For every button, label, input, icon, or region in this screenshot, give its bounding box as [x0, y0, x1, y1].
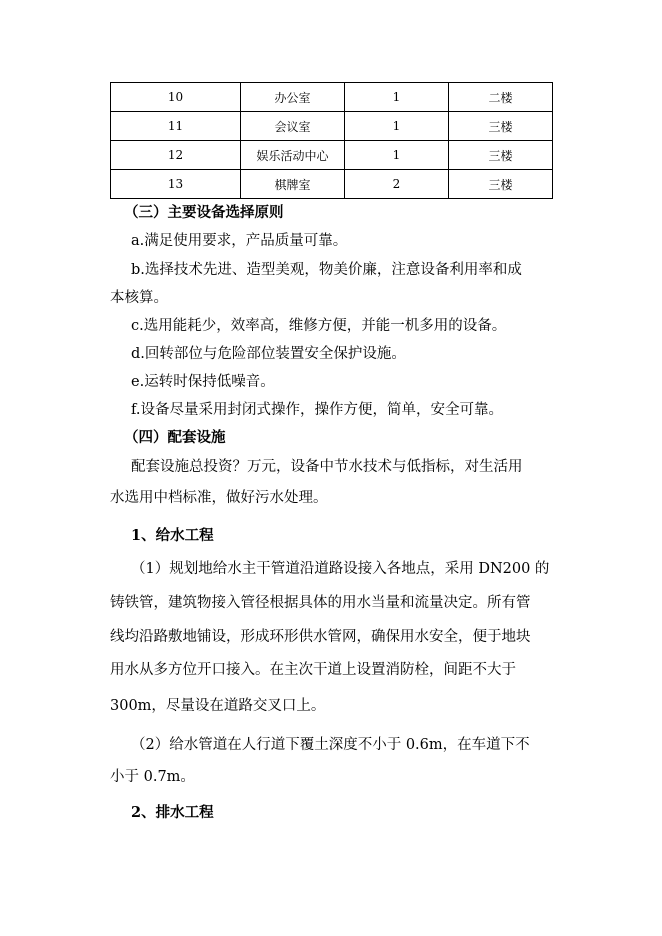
paragraph-line: 线均沿路敷地铺设，形成环形供水管网，确保用水安全，便于地块 [110, 629, 531, 645]
table-cell-floor: 三楼 [449, 170, 553, 199]
table-cell-count: 1 [345, 112, 449, 141]
paragraph-line: 小于 0.7m。 [110, 769, 195, 785]
section-heading-equipment: （三）主要设备选择原则 [124, 204, 284, 221]
table-cell-count: 1 [345, 83, 449, 112]
paragraph-line: 铸铁管，建筑物接入管径根据具体的用水当量和流量决定。所有管 [110, 595, 531, 611]
paragraph-line: （1）规划地给水主干管道沿道路设接入各地点，采用 DN200 的 [131, 561, 550, 577]
table-cell-floor: 三楼 [449, 141, 553, 170]
paragraph-line: d.回转部位与危险部位装置安全保护设施。 [131, 346, 406, 362]
paragraph-line: c.选用能耗少，效率高，维修方便，并能一机多用的设备。 [131, 318, 507, 334]
subheading-drainage: 2、排水工程 [131, 804, 214, 821]
paragraph-line: f.设备尽量采用封闭式操作，操作方便，简单，安全可靠。 [131, 402, 503, 418]
paragraph-line: b.选择技术先进、造型美观，物美价廉，注意设备利用率和成 [131, 262, 522, 278]
table-cell-room: 娱乐活动中心 [241, 141, 345, 170]
table-row [111, 83, 553, 112]
paragraph-line: a.满足使用要求，产品质量可靠。 [131, 233, 348, 249]
table-cell-floor: 二楼 [449, 83, 553, 112]
paragraph-line: e.运转时保持低噪音。 [131, 374, 275, 390]
table-row [111, 112, 553, 141]
paragraph-line: 配套设施总投资？万元，设备中节水技术与低指标，对生活用 [131, 459, 523, 475]
paragraph-line: 水选用中档标准，做好污水处理。 [110, 490, 328, 506]
paragraph-line: 用水从多方位开口接入。在主次干道上设置消防栓，间距不大于 [110, 662, 516, 678]
table-row [111, 141, 553, 170]
table-cell-no: 12 [111, 141, 241, 170]
room-table [110, 82, 553, 199]
table-cell-no: 10 [111, 83, 241, 112]
table-row [111, 170, 553, 199]
table-cell-floor: 三楼 [449, 112, 553, 141]
table-cell-count: 1 [345, 141, 449, 170]
paragraph-line: 300m，尽量设在道路交叉口上。 [110, 698, 326, 714]
table-cell-count: 2 [345, 170, 449, 199]
section-heading-facilities: （四）配套设施 [124, 429, 226, 446]
paragraph-line: （2）给水管道在人行道下覆土深度不小于 0.6m，在车道下不 [131, 737, 530, 753]
table-cell-room: 会议室 [241, 112, 345, 141]
subheading-water-supply: 1、给水工程 [131, 527, 214, 544]
paragraph-line: 本核算。 [110, 290, 168, 306]
table-cell-no: 13 [111, 170, 241, 199]
table-cell-room: 棋牌室 [241, 170, 345, 199]
table-cell-no: 11 [111, 112, 241, 141]
table-cell-room: 办公室 [241, 83, 345, 112]
